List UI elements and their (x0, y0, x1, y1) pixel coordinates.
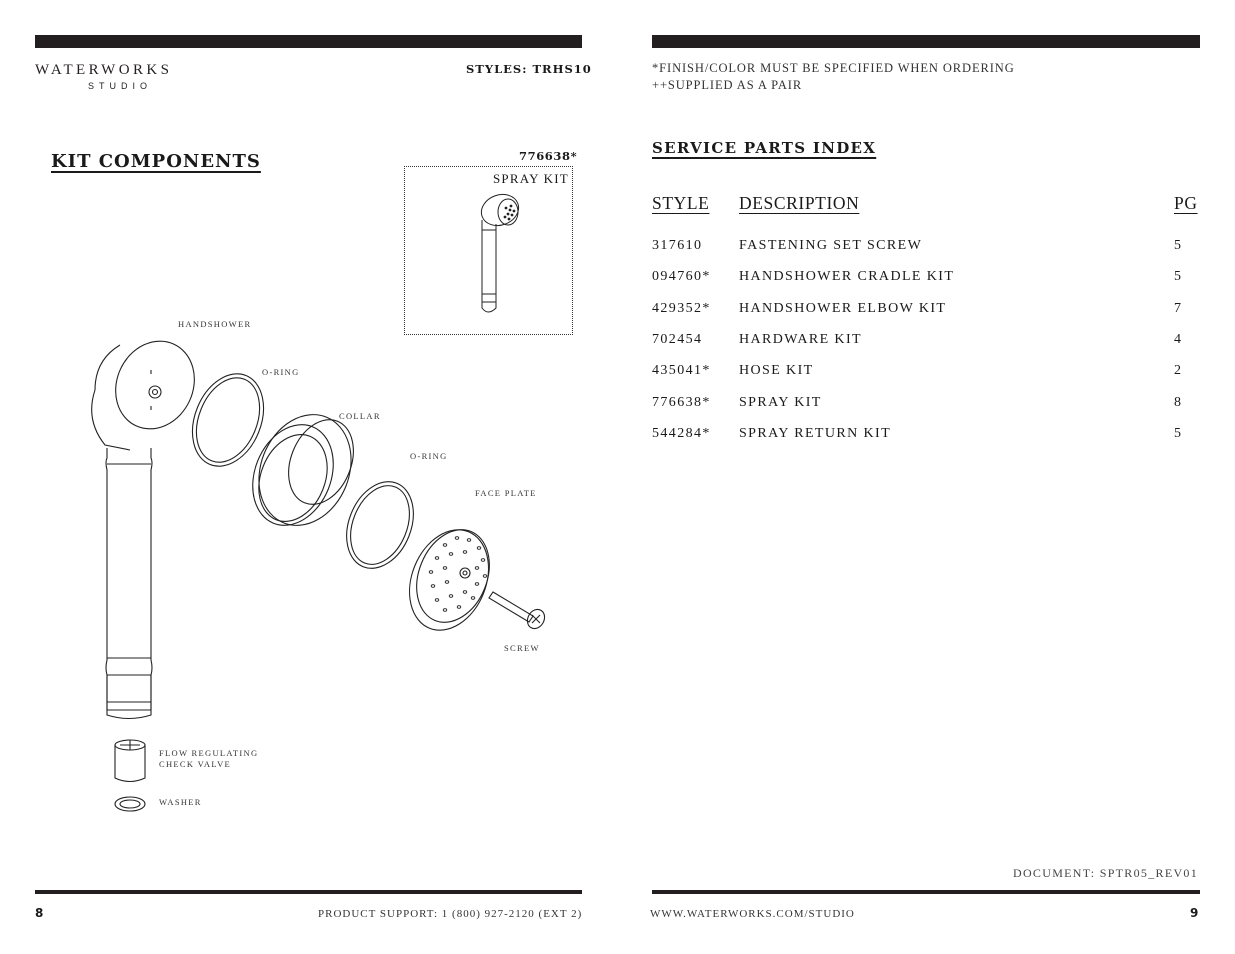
label-oring-1: O-RING (262, 367, 300, 377)
table-cell-style: 702454 (652, 331, 703, 347)
table-cell-style: 094760* (652, 269, 711, 285)
spray-kit-number: 776638* (519, 149, 578, 163)
flow-valve-illustration (115, 740, 145, 782)
label-flow-valve-line2: CHECK VALVE (159, 759, 232, 769)
left-bottom-bar (35, 890, 582, 894)
table-cell-description: HARDWARE KIT (739, 331, 862, 347)
note-pair: ++SUPPLIED AS A PAIR (652, 78, 803, 92)
label-screw: SCREW (504, 643, 540, 653)
website: WWW.WATERWORKS.COM/STUDIO (650, 908, 855, 920)
table-cell-pg: 2 (1174, 363, 1183, 379)
brand-logo-sub: STUDIO (88, 81, 153, 91)
table-cell-description: HOSE KIT (739, 363, 814, 379)
col-header-style: STYLE (652, 193, 710, 213)
label-oring-2: O-RING (410, 451, 448, 461)
label-collar: COLLAR (339, 411, 381, 421)
right-bottom-bar (652, 890, 1200, 894)
brand-logo: WATERWORKS (35, 62, 173, 78)
table-cell-pg: 5 (1174, 269, 1183, 285)
washer-illustration (115, 797, 145, 811)
table-cell-pg: 4 (1174, 331, 1183, 347)
right-page-number: 9 (1190, 906, 1199, 920)
table-cell-style: 776638* (652, 394, 711, 410)
table-cell-style: 317610 (652, 238, 703, 253)
screw-illustration (489, 592, 548, 632)
label-face-plate: FACE PLATE (475, 488, 537, 498)
product-support: PRODUCT SUPPORT: 1 (800) 927-2120 (EXT 2) (318, 908, 583, 920)
label-handshower: HANDSHOWER (178, 319, 252, 329)
table-cell-style: 544284* (652, 425, 711, 441)
note-finish: *FINISH/COLOR MUST BE SPECIFIED WHEN ORDERING (652, 61, 1015, 75)
table-cell-style: 435041* (652, 363, 711, 379)
spray-kit-name: SPRAY KIT (493, 171, 569, 186)
left-page-number: 8 (35, 906, 44, 920)
right-top-bar (652, 35, 1200, 48)
styles-label: STYLES: TRHS10 (466, 62, 592, 76)
left-top-bar (35, 35, 582, 48)
label-washer: WASHER (159, 797, 202, 807)
table-cell-description: SPRAY RETURN KIT (739, 425, 892, 441)
table-cell-style: 429352* (652, 300, 711, 316)
table-cell-description: FASTENING SET SCREW (739, 238, 923, 253)
table-cell-pg: 7 (1174, 300, 1183, 316)
table-cell-pg: 5 (1174, 238, 1183, 253)
table-cell-pg: 8 (1174, 394, 1183, 410)
kit-components-title: KIT COMPONENTS (51, 151, 261, 172)
table-cell-description: HANDSHOWER ELBOW KIT (739, 300, 947, 316)
spray-kit-illustration (470, 190, 530, 325)
exploded-view-illustration (85, 330, 565, 820)
table-cell-description: SPRAY KIT (739, 394, 822, 410)
col-header-description: DESCRIPTION (739, 193, 860, 213)
table-cell-description: HANDSHOWER CRADLE KIT (739, 269, 955, 285)
label-flow-valve-line1: FLOW REGULATING (159, 748, 259, 758)
col-header-pg: PG (1174, 193, 1198, 213)
table-cell-pg: 5 (1174, 425, 1183, 441)
service-parts-title: SERVICE PARTS INDEX (652, 139, 877, 157)
document-id: DOCUMENT: SPTR05_REV01 (1013, 866, 1199, 880)
